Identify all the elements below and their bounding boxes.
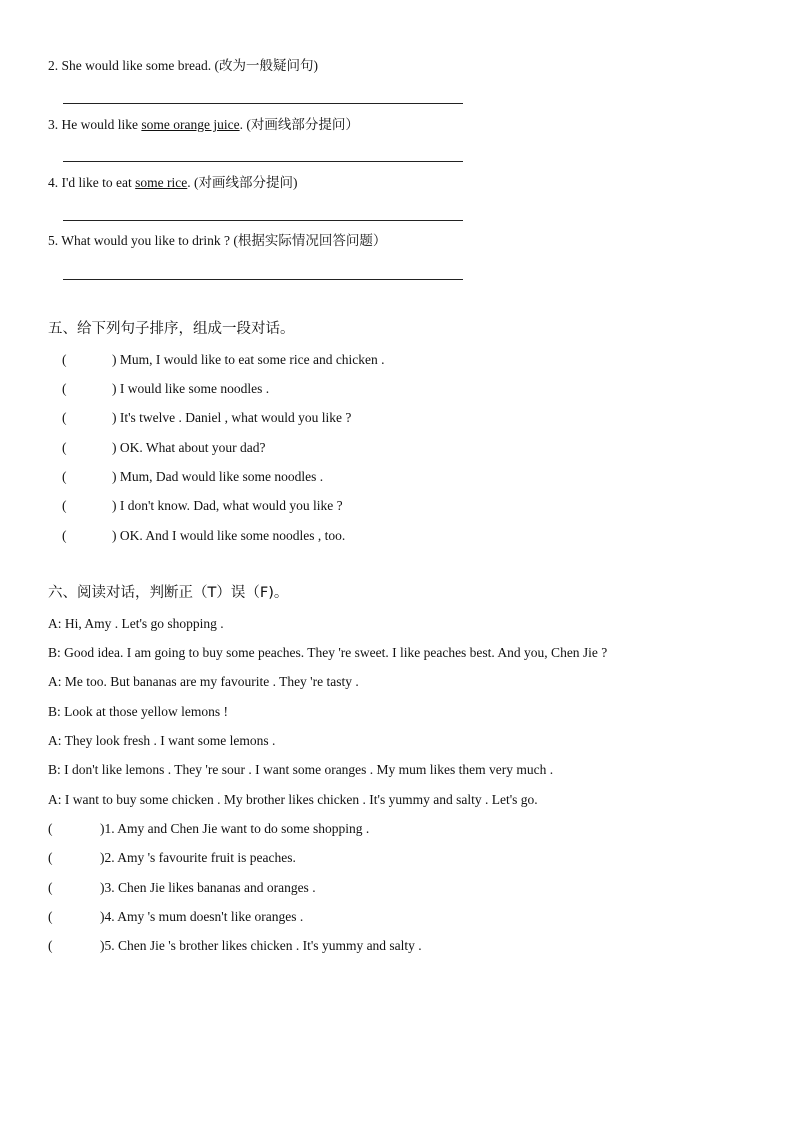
order-item xyxy=(62,527,345,545)
answer-blank[interactable]: ( xyxy=(62,381,67,396)
judge-item xyxy=(48,937,422,955)
section-5-heading: 五、给下列句子排序，组成一段对话。 xyxy=(48,321,295,337)
question-number: 3. xyxy=(48,117,59,132)
dialogue-line: B: Good idea. I am going to buy some peaches. They 're sweet. I like peaches best. And you, Chen Jie ? xyxy=(48,645,608,660)
judge-item xyxy=(48,849,296,867)
answer-blank[interactable]: ( xyxy=(48,850,53,865)
question-text: I'd like to eat xyxy=(61,175,132,190)
answer-blank[interactable]: ( xyxy=(62,498,67,513)
question-3 xyxy=(48,116,359,134)
answer-blank[interactable]: ( xyxy=(62,528,67,543)
dialogue-line: A: Hi, Amy . Let's go shopping . xyxy=(48,616,224,631)
order-item xyxy=(62,351,385,369)
question-instruction: (改为一般疑问句) xyxy=(214,58,318,73)
answer-line-3[interactable] xyxy=(63,161,463,162)
question-instruction: (对画线部分提问) xyxy=(194,175,298,190)
order-item xyxy=(62,409,351,427)
answer-blank[interactable]: ( xyxy=(48,909,53,924)
dialogue-line: A: I want to buy some chicken . My brother likes chicken . It's yummy and salty . Let's go. xyxy=(48,792,538,807)
order-item xyxy=(62,497,343,515)
judge-item-text: )1. Amy and Chen Jie want to do some shopping . xyxy=(100,821,370,836)
judge-item xyxy=(48,908,303,926)
dialogue-line: B: I don't like lemons . They 're sour . I want some oranges . My mum likes them very much . xyxy=(48,762,554,777)
question-4 xyxy=(48,174,298,192)
dialogue-line: A: Me too. But bananas are my favourite . They 're tasty . xyxy=(48,674,359,689)
order-item-text: ) Mum, I would like to eat some rice and chicken . xyxy=(112,352,385,367)
judge-item-text: )4. Amy 's mum doesn't like oranges . xyxy=(100,909,304,924)
order-item-text: ) I would like some noodles . xyxy=(112,381,270,396)
question-text: She would like some bread. xyxy=(61,58,212,73)
order-item-text: ) OK. What about your dad? xyxy=(112,440,266,455)
judge-item xyxy=(48,879,316,897)
order-item xyxy=(62,380,269,398)
question-number: 2. xyxy=(48,58,59,73)
question-text: He would like xyxy=(61,117,138,132)
answer-blank[interactable]: ( xyxy=(48,880,53,895)
answer-blank[interactable]: ( xyxy=(48,821,53,836)
answer-blank[interactable]: ( xyxy=(48,938,53,953)
question-punctuation: . xyxy=(187,175,191,190)
section-6-heading: 六、阅读对话，判断正（T）误（F)。 xyxy=(48,585,289,601)
answer-blank[interactable]: ( xyxy=(62,352,67,367)
dialogue-line: B: Look at those yellow lemons ! xyxy=(48,704,228,719)
question-punctuation: . xyxy=(239,117,243,132)
answer-blank[interactable]: ( xyxy=(62,440,67,455)
answer-blank[interactable]: ( xyxy=(62,469,67,484)
judge-item-text: )5. Chen Jie 's brother likes chicken . It's yummy and salty . xyxy=(100,938,422,953)
answer-blank[interactable]: ( xyxy=(62,410,67,425)
answer-line-4[interactable] xyxy=(63,220,463,221)
order-item-text: ) OK. And I would like some noodles , too. xyxy=(112,528,346,543)
question-5 xyxy=(48,232,386,250)
question-number: 4. xyxy=(48,175,59,190)
judge-item-text: )3. Chen Jie likes bananas and oranges . xyxy=(100,880,316,895)
order-item xyxy=(62,468,323,486)
order-item xyxy=(62,439,265,457)
dialogue-line: A: They look fresh . I want some lemons . xyxy=(48,733,276,748)
order-item-text: ) I don't know. Dad, what would you like ? xyxy=(112,498,343,513)
question-instruction: (根据实际情况回答问题） xyxy=(233,233,387,248)
answer-line-5[interactable] xyxy=(63,279,463,280)
order-item-text: ) Mum, Dad would like some noodles . xyxy=(112,469,324,484)
judge-item xyxy=(48,820,369,838)
question-instruction: (对画线部分提问） xyxy=(246,117,359,132)
judge-item-text: )2. Amy 's favourite fruit is peaches. xyxy=(100,850,296,865)
question-number: 5. xyxy=(48,233,59,248)
question-text: What would you like to drink ? xyxy=(61,233,230,248)
underlined-phrase: some rice xyxy=(135,175,188,190)
question-2 xyxy=(48,57,318,75)
underlined-phrase: some orange juice xyxy=(141,117,240,132)
order-item-text: ) It's twelve . Daniel , what would you like ? xyxy=(112,410,352,425)
answer-line-2[interactable] xyxy=(63,103,463,104)
